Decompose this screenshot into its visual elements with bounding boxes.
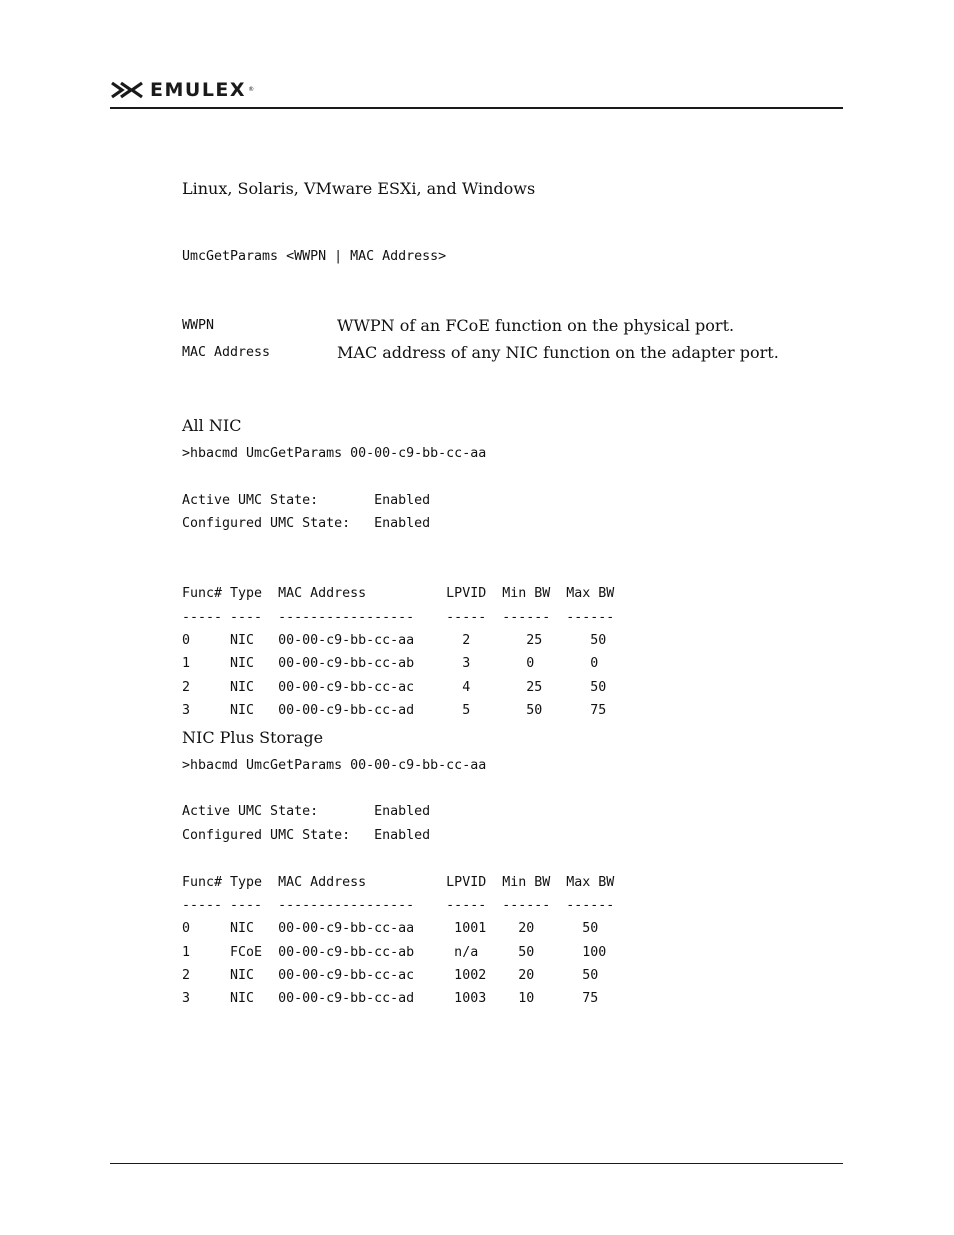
active-umc-state: Active UMC State: Enabled: [182, 493, 431, 508]
table-header: Func# Type MAC Address LPVID Min BW Max BW: [182, 586, 615, 601]
example-command: >hbacmd UmcGetParams 00-00-c9-bb-cc-aa: [182, 446, 487, 461]
configured-umc-state: Configured UMC State: Enabled: [182, 828, 431, 843]
trademark-symbol: ®: [248, 86, 255, 93]
example-command: >hbacmd UmcGetParams 00-00-c9-bb-cc-aa: [182, 758, 487, 773]
logo-text: EMULEX: [150, 79, 247, 101]
table-row: 0 NIC 00-00-c9-bb-cc-aa 2 25 50: [182, 633, 607, 648]
table-header: Func# Type MAC Address LPVID Min BW Max BW: [182, 875, 615, 890]
table-separator: ----- ---- ----------------- ----- ------ ------: [182, 898, 615, 913]
emulex-logo: [110, 80, 254, 100]
table-row: 2 NIC 00-00-c9-bb-cc-ac 4 25 50: [182, 680, 607, 695]
table-row: 1 FCoE 00-00-c9-bb-cc-ab n/a 50 100: [182, 945, 607, 960]
param-name-wwpn: WWPN: [182, 318, 215, 333]
configured-umc-state: Configured UMC State: Enabled: [182, 516, 431, 531]
example-title-all-nic: All NIC: [182, 416, 242, 435]
param-desc-mac-address: MAC address of any NIC function on the adapter port.: [337, 343, 779, 362]
emulex-logo-icon: [110, 81, 144, 99]
supported-os: Linux, Solaris, VMware ESXi, and Windows: [182, 179, 536, 198]
active-umc-state: Active UMC State: Enabled: [182, 804, 431, 819]
table-row: 0 NIC 00-00-c9-bb-cc-aa 1001 20 50: [182, 921, 599, 936]
table-separator: ----- ---- ----------------- ----- ------ ------: [182, 610, 615, 625]
example-title-nic-plus-storage: NIC Plus Storage: [182, 728, 324, 747]
table-row: 3 NIC 00-00-c9-bb-cc-ad 1003 10 75: [182, 991, 599, 1006]
syntax-line: UmcGetParams <WWPN | MAC Address>: [182, 249, 447, 264]
table-row: 1 NIC 00-00-c9-bb-cc-ab 3 0 0: [182, 656, 599, 671]
param-name-mac-address: MAC Address: [182, 345, 271, 360]
header-rule: [110, 107, 843, 109]
footer-rule: [110, 1163, 843, 1164]
table-row: 3 NIC 00-00-c9-bb-cc-ad 5 50 75: [182, 703, 607, 718]
param-desc-wwpn: WWPN of an FCoE function on the physical port.: [337, 316, 735, 335]
table-row: 2 NIC 00-00-c9-bb-cc-ac 1002 20 50: [182, 968, 599, 983]
